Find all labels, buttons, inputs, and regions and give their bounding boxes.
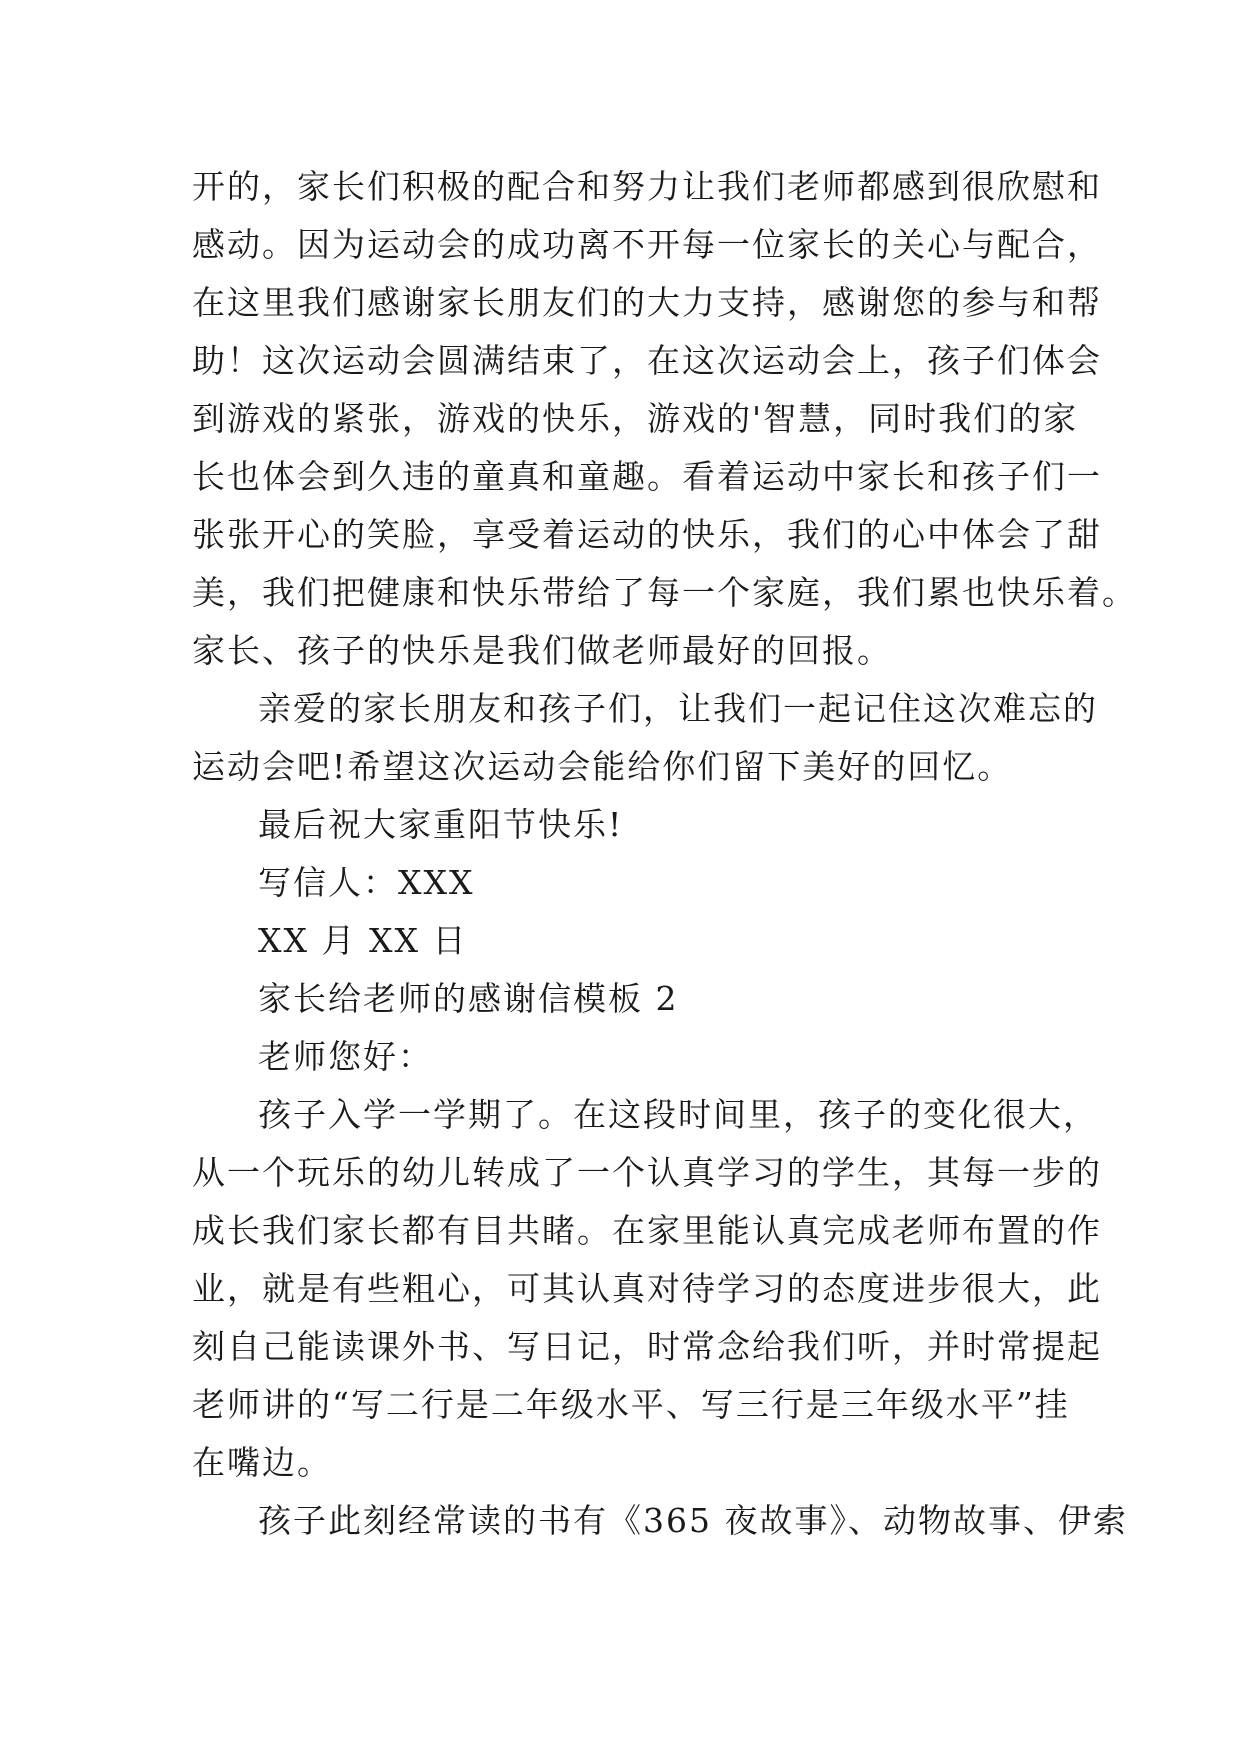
text-line: 感动。因为运动会的成功离不开每一位家长的关心与配合， xyxy=(192,225,1102,264)
paragraph-child-progress xyxy=(192,1086,1102,1492)
text-line: 运动会吧!希望这次运动会能给你们留下美好的回忆。 xyxy=(192,747,1013,786)
paragraph-reading-books xyxy=(192,1492,1128,1550)
signature-date xyxy=(192,912,1067,970)
text-line: 助！这次运动会圆满结束了，在这次运动会上，孩子们体会 xyxy=(192,341,1102,380)
text-line: 写信人：XXX xyxy=(258,863,475,902)
text-line: 在这里我们感谢家长朋友们的大力支持，感谢您的参与和帮 xyxy=(192,283,1102,322)
text-line: 刻自己能读课外书、写日记，时常念给我们听，并时常提起 xyxy=(192,1327,1102,1366)
letter-body xyxy=(192,158,1137,1550)
text-line: 业，就是有些粗心，可其认真对待学习的态度进步很大，此 xyxy=(192,1269,1102,1308)
text-line: 家长、孩子的快乐是我们做老师最好的回报。 xyxy=(192,631,892,670)
salutation xyxy=(192,1028,1067,1086)
text-line: 亲爱的家长朋友和孩子们，让我们一起记住这次难忘的 xyxy=(258,689,1098,728)
text-line: 从一个玩乐的幼儿转成了一个认真学习的学生，其每一步的 xyxy=(192,1153,1102,1192)
text-line: 张张开心的笑脸，享受着运动的快乐，我们的心中体会了甜 xyxy=(192,515,1102,554)
paragraph-remember-sports-day xyxy=(192,680,1098,796)
text-line: 长也体会到久违的童真和童趣。看着运动中家长和孩子们一 xyxy=(192,457,1102,496)
paragraph-festival-greeting xyxy=(192,796,1067,854)
text-line: 老师您好： xyxy=(258,1037,433,1076)
text-line: 最后祝大家重阳节快乐! xyxy=(258,805,624,844)
signature-author xyxy=(192,854,1067,912)
text-line: 开的，家长们积极的配合和努力让我们老师都感到很欣慰和 xyxy=(192,167,1102,206)
text-line: 到游戏的紧张，游戏的快乐，游戏的'智慧，同时我们的家 xyxy=(192,399,1079,438)
text-line: 家长给老师的感谢信模板 2 xyxy=(258,979,679,1018)
text-line: 在嘴边。 xyxy=(192,1443,332,1482)
paragraph-thanks-to-parents xyxy=(192,158,1137,680)
section-title xyxy=(192,970,1067,1028)
text-line: 美，我们把健康和快乐带给了每一个家庭，我们累也快乐着。 xyxy=(192,573,1137,612)
text-line: 老师讲的“写二行是二年级水平、写三行是三年级水平”挂 xyxy=(192,1385,1070,1424)
text-line: XX 月 XX 日 xyxy=(258,921,468,960)
text-line: 孩子此刻经常读的书有《365 夜故事》、动物故事、伊索 xyxy=(258,1501,1128,1540)
text-line: 孩子入学一学期了。在这段时间里，孩子的变化很大， xyxy=(258,1095,1098,1134)
text-line: 成长我们家长都有目共睹。在家里能认真完成老师布置的作 xyxy=(192,1211,1102,1250)
